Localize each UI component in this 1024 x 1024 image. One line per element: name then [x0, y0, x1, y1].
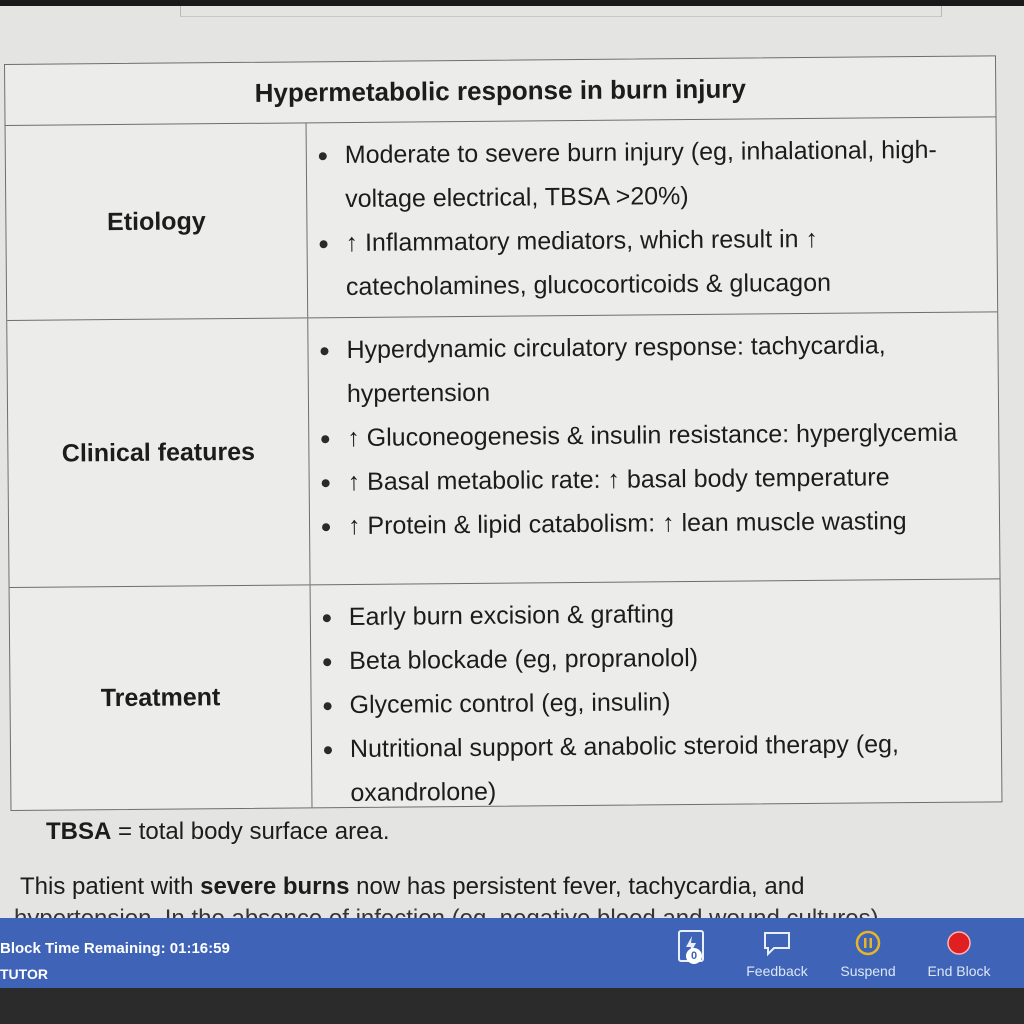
top-panel-edge [180, 6, 942, 17]
bullet-item: Beta blockade (eg, propranolol) [319, 634, 980, 684]
paragraph-pre: This patient with [20, 873, 201, 900]
lab-values-button[interactable] [676, 930, 710, 964]
table-footnote [46, 818, 390, 846]
row-content [311, 579, 1002, 807]
suspend-label: Suspend [840, 963, 896, 979]
bullet-item: Moderate to severe burn injury (eg, inhalational, high-voltage electrical, TBSA >20%) [315, 128, 977, 222]
exam-bottom-bar [0, 918, 1024, 988]
table-row-etiology [6, 117, 998, 321]
row-label: Clinical features [7, 318, 310, 587]
table-row-clinical-features [7, 312, 999, 588]
bullet-item: Early burn excision & grafting [319, 590, 980, 640]
bullet-item: ↑ Basal metabolic rate: ↑ basal body temperature [317, 455, 978, 505]
bullet-list [319, 590, 982, 816]
paragraph-bold: severe burns [200, 873, 350, 900]
bullet-item: Glycemic control (eg, insulin) [319, 678, 980, 728]
bullet-item: ↑ Gluconeogenesis & insulin resistance: hyperglycemia [317, 411, 978, 461]
hypermetabolic-table [4, 55, 1002, 811]
row-content [308, 312, 999, 584]
bullet-item: ↑ Inflammatory mediators, which result in ↑ catecholamines, glucocorticoids & glucagon [315, 216, 977, 310]
explanation-paragraph [20, 870, 804, 904]
footnote-text: = total body surface area. [111, 818, 390, 845]
bullet-list [315, 128, 978, 310]
suspend-button[interactable] [838, 930, 898, 979]
bullet-item: Nutritional support & anabolic steroid therapy (eg, oxandrolone) [320, 722, 982, 816]
feedback-label: Feedback [746, 963, 808, 979]
feedback-button[interactable] [744, 930, 810, 979]
end-block-label: End Block [927, 963, 991, 979]
feedback-icon [762, 930, 792, 956]
bullet-item: Hyperdynamic circulatory response: tachycardia, hypertension [316, 323, 978, 417]
lab-badge: 0 [686, 948, 702, 964]
row-content [307, 117, 998, 317]
row-label: Treatment [10, 585, 313, 810]
table-row-treatment [10, 579, 1002, 810]
table-title: Hypermetabolic response in burn injury [5, 56, 995, 126]
lab-icon [678, 930, 704, 962]
paragraph-cutoff-line [14, 904, 974, 918]
paragraph-post: now has persistent fever, tachycardia, and [349, 873, 805, 900]
screen-bezel-bottom [0, 988, 1024, 1024]
end-block-button[interactable] [924, 930, 994, 979]
bullet-item: ↑ Protein & lipid catabolism: ↑ lean muscle wasting [318, 499, 979, 549]
pause-icon [855, 930, 881, 956]
footnote-abbr: TBSA [46, 818, 112, 845]
mode-label: TUTOR [0, 966, 48, 982]
bullet-list [316, 323, 979, 549]
row-label: Etiology [6, 123, 309, 320]
block-timer: Block Time Remaining: 01:16:59 [0, 940, 230, 957]
stop-circle-icon [946, 930, 972, 956]
